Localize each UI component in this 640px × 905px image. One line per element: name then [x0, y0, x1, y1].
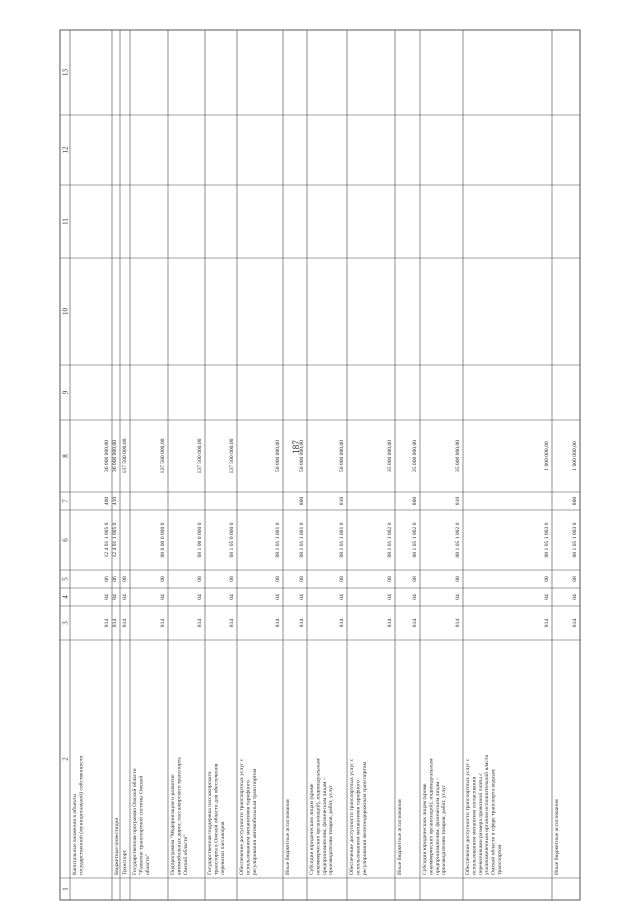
row-name: использованием механизмов тарифного [355, 780, 362, 875]
row-name: производителям товаров, работ, услуг [441, 784, 448, 875]
cell-c4: 04 [104, 594, 110, 600]
column-header: 7 [61, 499, 70, 503]
cell-c8: 50 000 000,00 [339, 439, 345, 473]
cell-c8: 137 500 000,00 [160, 438, 166, 474]
cell-c3: 814 [160, 618, 166, 628]
cell-c5: 06 [104, 576, 110, 582]
cell-c6: 08 0 00 0 000 0 [160, 522, 166, 558]
row-name: Иные бюджетные ассигнования [554, 799, 560, 875]
column-header: 6 [61, 538, 70, 542]
cell-c8: 35 000 000,00 [412, 439, 418, 473]
cell-c5: 08 [197, 576, 203, 582]
row-name: Обеспечение доступности транспортных услуг с [465, 758, 471, 875]
cell-c3: 814 [572, 618, 578, 628]
cell-c4: 04 [572, 594, 578, 600]
row-name: некоммерческих организаций), индивидуальным [428, 758, 435, 875]
row-name: предпринимателям, физическим лицам – [321, 777, 328, 875]
cell-c6: 08 1 05 0 000 0 [229, 522, 235, 558]
row-name: некоммерческих организаций), индивидуальным [315, 758, 322, 875]
cell-c6: 08 1 05 1 001 0 [275, 522, 281, 558]
row-name: Субсидии юридическим лицам (кроме [309, 783, 315, 875]
cell-c6: 08 1 05 1 001 0 [299, 522, 305, 558]
cell-c6: 08 1 00 0 000 0 [197, 522, 203, 558]
cell-c3: 814 [275, 618, 281, 628]
cell-c6: 08 1 05 1 002 0 [412, 522, 418, 558]
cell-c6: 12 4 01 1 005 0 [112, 522, 118, 558]
cell-c3: 814 [104, 618, 110, 628]
row-name: Иные бюджетные ассигнования [397, 799, 403, 875]
cell-c5: 08 [275, 576, 281, 582]
cell-c5: 08 [339, 576, 345, 582]
cell-c7: 800 [572, 496, 578, 506]
column-header: 12 [61, 146, 70, 154]
row-name: Омской области в сфере транспорта водным [490, 769, 497, 875]
cell-c8: 36 000 000,00 [112, 439, 118, 473]
cell-c4: 04 [299, 594, 305, 600]
cell-c7: 410 [112, 496, 118, 506]
column-header: 2 [61, 757, 70, 761]
cell-c3: 814 [197, 618, 203, 628]
row-name: перевозчиками размера провозной платы с [477, 773, 484, 875]
cell-c3: 814 [412, 618, 418, 628]
row-name: регулирования автомобильным транспортом [251, 768, 258, 875]
row-name: использованием механизмов тарифного [245, 780, 252, 875]
cell-c5: 08 [412, 576, 418, 582]
column-header: 11 [61, 218, 70, 225]
row-name: "Развитие транспортной системы Омской [138, 775, 145, 875]
cell-c8: 35 000 000,00 [387, 439, 393, 473]
cell-c6: 08 1 05 1 001 0 [339, 522, 345, 558]
row-name: Капитальные вложения в объекты [72, 793, 78, 875]
cell-c4: 04 [197, 594, 203, 600]
cell-c5: 08 [572, 576, 578, 582]
row-name: автомобильных дорог, пассажирского транспорта [176, 757, 183, 875]
column-header: 13 [61, 69, 70, 76]
row-name: Омской области" [182, 834, 189, 875]
cell-c5: 08 [455, 576, 461, 582]
cell-c3: 814 [229, 618, 235, 628]
cell-c7: 800 [412, 496, 418, 506]
cell-c7: 800 [299, 496, 305, 506]
cell-c3: 814 [455, 618, 461, 628]
cell-c3: 814 [339, 618, 345, 628]
cell-c3: 814 [387, 618, 393, 628]
cell-c7: 810 [455, 496, 461, 506]
cell-c7: 400 [104, 496, 110, 506]
column-header: 8 [61, 454, 70, 458]
row-name: области" [144, 854, 151, 875]
page-number: 187 [291, 440, 301, 454]
cell-c4: 04 [122, 594, 128, 600]
cell-c8: 36 000 000,00 [104, 439, 110, 473]
cell-c4: 04 [412, 594, 418, 600]
cell-c8: 137 500 000,00 [122, 438, 128, 474]
row-name: государственной (муниципальной) собственности [78, 755, 85, 875]
cell-c3: 814 [112, 618, 118, 628]
cell-c8: 50 000 000,00 [299, 439, 305, 473]
row-name: производителям товаров, работ, услуг [328, 784, 335, 875]
cell-c6: 08 1 05 1 002 0 [387, 522, 393, 558]
column-header: 5 [61, 577, 70, 581]
column-header: 4 [61, 595, 70, 599]
row-name: уполномоченным органом исполнительной власти [484, 754, 491, 875]
row-name: Обеспечение доступности транспортных услуг с [239, 758, 245, 875]
cell-c8: 50 000 000,00 [275, 439, 281, 473]
cell-c5: 08 [122, 576, 128, 582]
cell-c4: 04 [229, 594, 235, 600]
row-name: Транспорт [122, 850, 128, 875]
row-name: Иные бюджетные ассигнования [285, 799, 291, 875]
column-header: 10 [61, 308, 70, 315]
cell-c4: 04 [455, 594, 461, 600]
cell-c8: 137 500 000,00 [229, 438, 235, 474]
row-name: перевозки пассажиров [219, 821, 226, 875]
cell-c8: 1 000 000,00 [572, 441, 578, 471]
row-name: Обеспечение доступности транспортных услуг с [349, 758, 355, 875]
cell-c8: 1 000 000,00 [544, 441, 550, 471]
cell-c8: 35 000 000,00 [455, 439, 461, 473]
cell-c7: 810 [339, 496, 345, 506]
cell-c5: 06 [112, 576, 118, 582]
cell-c4: 04 [112, 594, 118, 600]
cell-c5: 08 [387, 576, 393, 582]
cell-c3: 814 [122, 618, 128, 628]
column-header: 3 [61, 621, 70, 625]
cell-c4: 04 [339, 594, 345, 600]
cell-c8: 137 500 000,00 [197, 438, 203, 474]
cell-c4: 04 [275, 594, 281, 600]
row-name: предпринимателям, физическим лицам – [434, 777, 441, 875]
row-name: Бюджетные инвестиции [114, 817, 120, 875]
cell-c4: 04 [544, 594, 550, 600]
cell-c6: 08 1 05 1 003 0 [544, 522, 550, 558]
cell-c6: 08 1 05 1 002 0 [455, 522, 461, 558]
cell-c3: 814 [544, 618, 550, 628]
cell-c5: 08 [229, 576, 235, 582]
cell-c5: 08 [544, 576, 550, 582]
row-name: Субсидии юридическим лицам (кроме [422, 783, 428, 875]
column-header: 1 [61, 887, 70, 891]
row-name: Государственная поддержка пассажирского [207, 771, 213, 875]
row-name: транспорта в Омской области для обеспечения [213, 763, 220, 875]
column-header: 9 [61, 390, 70, 395]
cell-c5: 08 [299, 576, 305, 582]
row-name: Подпрограмма "Модернизация и развитие [170, 774, 176, 875]
row-name: использованием механизма согласования [471, 776, 478, 875]
cell-c6: 12 4 01 1 005 0 [104, 522, 110, 558]
cell-c4: 04 [160, 594, 166, 600]
row-name: Государственная программа Омской области [132, 768, 138, 875]
cell-c5: 08 [160, 576, 166, 582]
cell-c4: 04 [387, 594, 393, 600]
row-name: регулирования железнодорожным транспортом [361, 761, 368, 875]
cell-c6: 08 1 05 1 003 0 [572, 522, 578, 558]
cell-c3: 814 [299, 618, 305, 628]
row-name: транспортом [497, 844, 503, 875]
